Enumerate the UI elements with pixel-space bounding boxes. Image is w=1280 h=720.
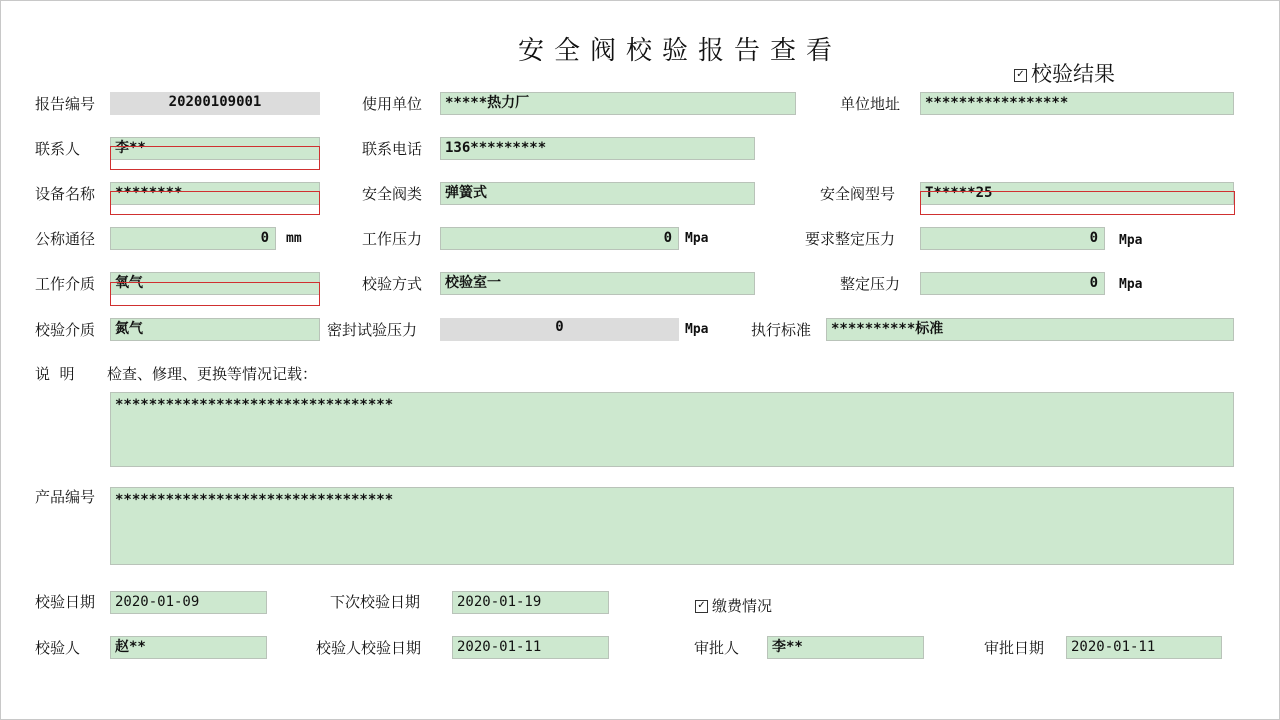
valve-type-label: 安全阀类 — [362, 185, 423, 203]
user-unit-field[interactable]: *****热力厂 — [440, 92, 796, 115]
unit-label: Mpa — [685, 231, 709, 246]
check-date-label: 校验日期 — [35, 593, 96, 611]
req-set-pressure-label: 要求整定压力 — [805, 230, 896, 248]
page-title: 安全阀校验报告查看 — [517, 36, 842, 66]
phone-label: 联系电话 — [362, 140, 423, 158]
result-checkbox-label: 校验结果 — [1031, 62, 1115, 86]
work-pressure-field[interactable]: 0 — [440, 227, 679, 250]
work-medium-field[interactable]: 氧气 — [110, 272, 320, 295]
notes-textarea[interactable]: ********************************* — [110, 392, 1234, 467]
work-medium-label: 工作介质 — [35, 275, 96, 293]
valve-type-field[interactable]: 弹簧式 — [440, 182, 755, 205]
fee-checkbox-label: 缴费情况 — [712, 597, 773, 615]
approver-label: 审批人 — [694, 639, 740, 657]
device-name-label: 设备名称 — [35, 185, 96, 203]
valve-model-label: 安全阀型号 — [820, 185, 896, 203]
checker-date-label: 校验人校验日期 — [316, 639, 422, 657]
product-no-label: 产品编号 — [35, 488, 96, 506]
unit-label: mm — [286, 231, 302, 246]
product-no-textarea[interactable]: ********************************* — [110, 487, 1234, 565]
valve-model-field[interactable]: T*****25 — [920, 182, 1234, 205]
check-medium-label: 校验介质 — [35, 321, 96, 339]
set-pressure-field[interactable]: 0 — [920, 272, 1105, 295]
req-set-pressure-field[interactable]: 0 — [920, 227, 1105, 250]
standard-field[interactable]: **********标准 — [826, 318, 1234, 341]
device-name-field[interactable]: ******** — [110, 182, 320, 205]
seal-pressure-field[interactable]: 0 — [440, 318, 679, 341]
notes-hint: 检查、修理、更换等情况记载： — [107, 365, 318, 383]
set-pressure-label: 整定压力 — [840, 275, 901, 293]
unit-addr-label: 单位地址 — [840, 95, 901, 113]
report-no-field[interactable]: 20200109001 — [110, 92, 320, 115]
nominal-dia-field[interactable]: 0 — [110, 227, 276, 250]
checker-field[interactable]: 赵** — [110, 636, 267, 659]
nominal-dia-label: 公称通径 — [35, 230, 96, 248]
approve-date-field[interactable]: 2020-01-11 — [1066, 636, 1222, 659]
user-unit-label: 使用单位 — [362, 95, 423, 113]
approve-date-label: 审批日期 — [984, 639, 1045, 657]
report-no-label: 报告编号 — [35, 95, 96, 113]
fee-checkbox[interactable] — [695, 595, 772, 616]
checkbox-icon: ✓ — [1014, 69, 1027, 82]
unit-addr-field[interactable]: ***************** — [920, 92, 1234, 115]
work-pressure-label: 工作压力 — [362, 230, 423, 248]
check-medium-field[interactable]: 氮气 — [110, 318, 320, 341]
contact-field[interactable]: 李** — [110, 137, 320, 160]
unit-label: Mpa — [1119, 233, 1143, 248]
next-date-field[interactable]: 2020-01-19 — [452, 591, 609, 614]
approver-field[interactable]: 李** — [767, 636, 924, 659]
phone-field[interactable]: 136********* — [440, 137, 755, 160]
check-method-label: 校验方式 — [362, 275, 423, 293]
notes-label: 说 明 — [35, 365, 75, 383]
check-method-field[interactable]: 校验室一 — [440, 272, 755, 295]
checker-label: 校验人 — [35, 639, 81, 657]
unit-label: Mpa — [1119, 277, 1143, 292]
check-date-field[interactable]: 2020-01-09 — [110, 591, 267, 614]
checkbox-icon: ✓ — [695, 600, 708, 613]
standard-label: 执行标准 — [751, 321, 812, 339]
seal-pressure-label: 密封试验压力 — [327, 321, 418, 339]
next-date-label: 下次校验日期 — [330, 593, 421, 611]
unit-label: Mpa — [685, 322, 709, 337]
result-checkbox[interactable] — [1014, 58, 1115, 88]
contact-label: 联系人 — [35, 140, 81, 158]
checker-date-field[interactable]: 2020-01-11 — [452, 636, 609, 659]
